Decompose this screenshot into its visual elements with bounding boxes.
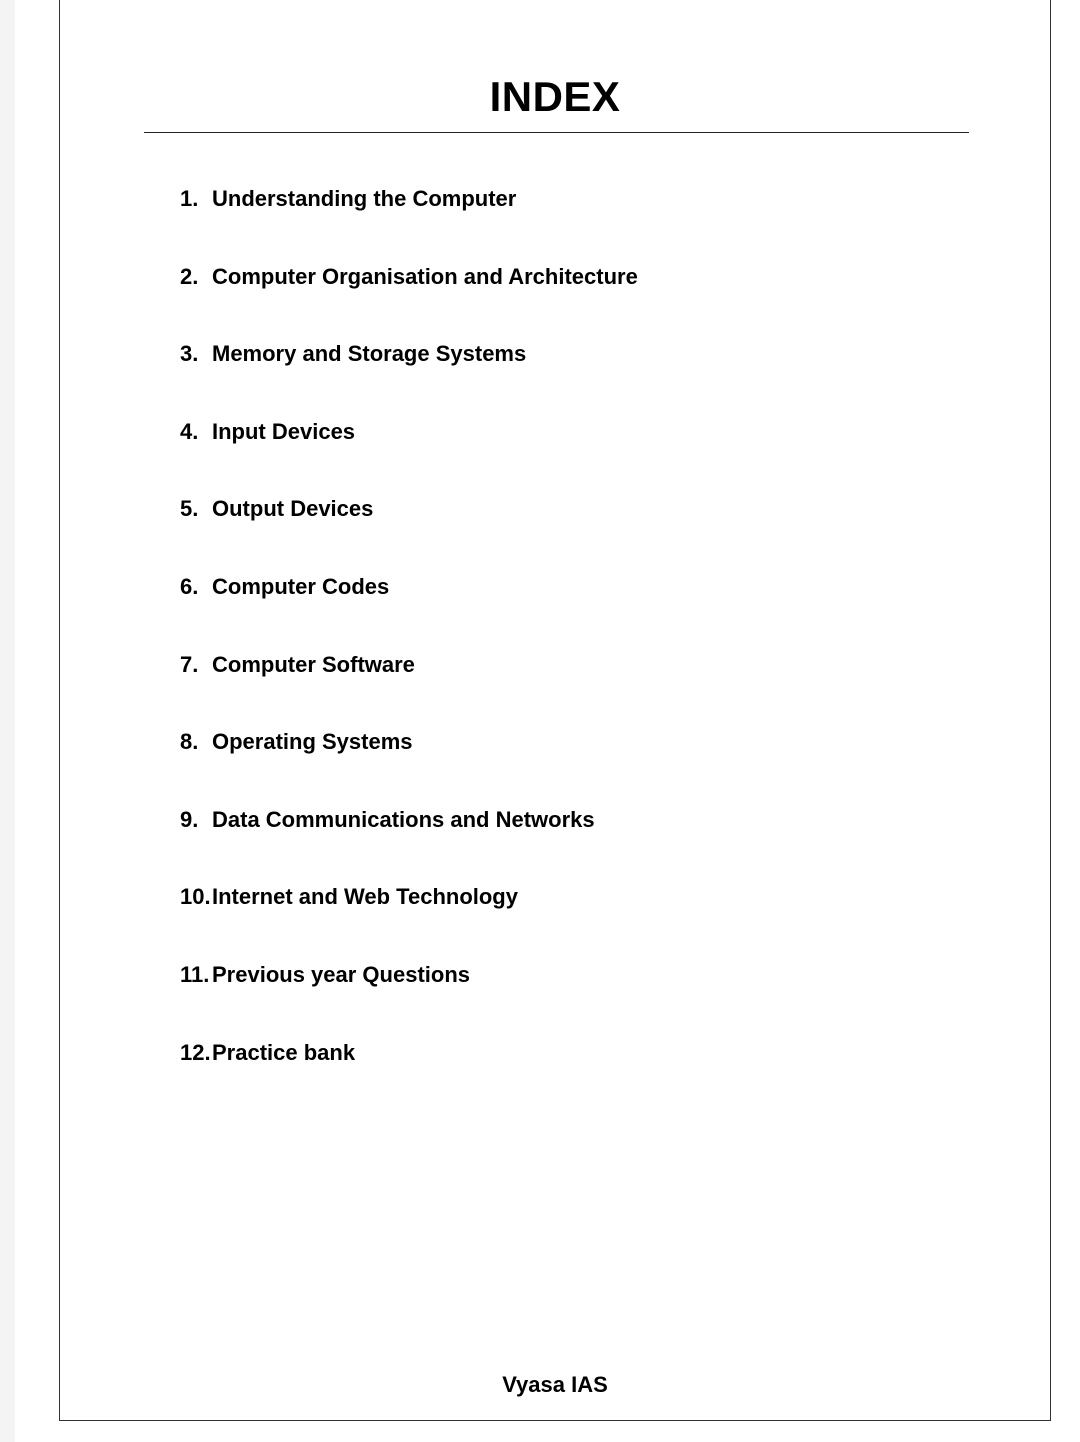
toc-label: Output Devices xyxy=(212,496,374,522)
toc-item-12 xyxy=(180,1040,638,1118)
toc-item-6 xyxy=(180,574,638,652)
toc-number: 11. xyxy=(180,961,210,987)
toc-number: 1. xyxy=(180,186,199,211)
toc-item-2 xyxy=(180,264,638,342)
toc-label: Computer Organisation and Architecture xyxy=(212,263,638,289)
toc-number: 6. xyxy=(180,573,199,599)
toc-label: Internet and Web Technology xyxy=(212,884,518,910)
viewer-gutter xyxy=(0,0,15,1442)
toc-number: 9. xyxy=(180,806,199,832)
toc-item-5 xyxy=(180,496,638,574)
toc-label: Understanding the Computer xyxy=(212,186,517,211)
toc-item-10 xyxy=(180,884,638,962)
toc-item-9 xyxy=(180,807,638,885)
toc-number: 7. xyxy=(180,651,199,677)
toc-item-1 xyxy=(180,186,638,264)
toc-item-11 xyxy=(180,962,638,1040)
toc-item-4 xyxy=(180,419,638,497)
toc-number: 8. xyxy=(180,729,199,755)
table-of-contents xyxy=(180,186,638,1117)
toc-label: Computer Software xyxy=(212,651,415,677)
toc-number: 5. xyxy=(180,496,199,522)
toc-number: 4. xyxy=(180,418,199,444)
toc-label: Operating Systems xyxy=(212,729,413,755)
toc-item-8 xyxy=(180,729,638,807)
page-title: INDEX xyxy=(489,73,621,120)
toc-label: Previous year Questions xyxy=(212,961,470,987)
toc-number: 12. xyxy=(180,1039,211,1065)
toc-item-7 xyxy=(180,652,638,730)
title-divider xyxy=(144,132,969,133)
toc-label: Memory and Storage Systems xyxy=(212,341,527,367)
toc-item-3 xyxy=(180,341,638,419)
toc-label: Data Communications and Networks xyxy=(212,806,595,832)
page-footer: Vyasa IAS xyxy=(502,1372,608,1397)
toc-number: 10. xyxy=(180,884,211,910)
document-page xyxy=(59,0,1051,1421)
toc-label: Computer Codes xyxy=(212,573,390,599)
toc-label: Input Devices xyxy=(212,418,356,444)
toc-label: Practice bank xyxy=(212,1039,356,1065)
toc-number: 3. xyxy=(180,341,199,367)
toc-number: 2. xyxy=(180,263,199,289)
